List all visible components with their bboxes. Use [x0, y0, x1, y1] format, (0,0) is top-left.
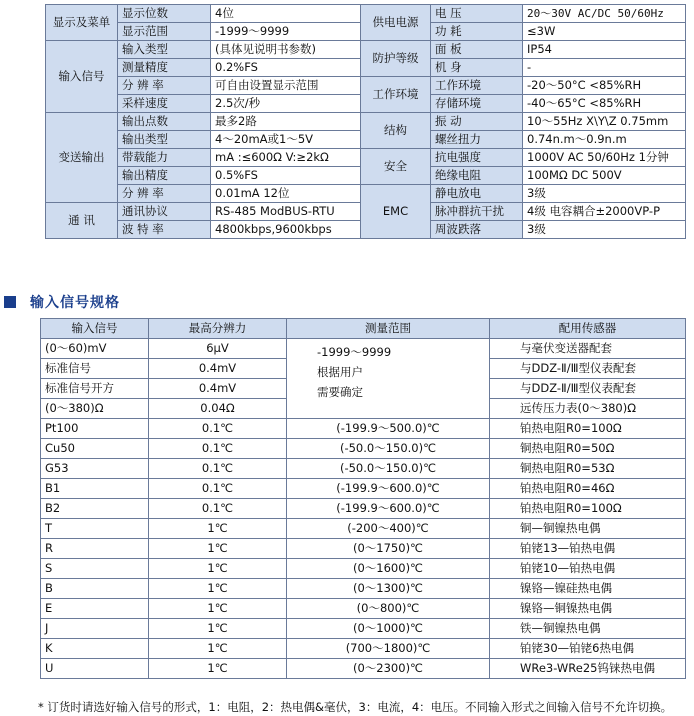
resolution-cell: 0.1℃: [149, 499, 287, 519]
spec-value: mA :≤600Ω V:≥2kΩ: [211, 149, 361, 167]
resolution-cell: 0.4mV: [149, 379, 287, 399]
resolution-cell: 1℃: [149, 639, 287, 659]
resolution-cell: 0.1℃: [149, 459, 287, 479]
sensor-cell: 铂热电阻R0=100Ω: [490, 499, 686, 519]
range-text: 需要确定: [317, 385, 363, 399]
spec-value: 4级 电容耦合±2000VP-P: [523, 203, 686, 221]
range-text: 根据用户: [317, 365, 363, 379]
spec-value: 4800kbps,9600kbps: [211, 221, 361, 239]
spec-value: 3级: [523, 185, 686, 203]
resolution-cell: 1℃: [149, 539, 287, 559]
section-title: 输入信号规格: [30, 295, 120, 311]
spec-label: 电 压: [431, 5, 523, 23]
category-protection: 防护等级: [361, 41, 431, 77]
table-row: [41, 619, 686, 639]
spec-label: 静电放电: [431, 185, 523, 203]
resolution-cell: 1℃: [149, 579, 287, 599]
sensor-cell: 与DDZ-Ⅱ/Ⅲ型仪表配套: [490, 379, 686, 399]
spec-label: 振 动: [431, 113, 523, 131]
sensor-cell: WRe3-WRe25钨铼热电偶: [490, 659, 686, 679]
spec-value: 0.01mA 12位: [211, 185, 361, 203]
spec-label: 机 身: [431, 59, 523, 77]
spec-label: 螺丝扭力: [431, 131, 523, 149]
resolution-cell: 0.04Ω: [149, 399, 287, 419]
table-row: [41, 339, 686, 359]
spec-label: 带载能力: [118, 149, 211, 167]
signal-cell: 标准信号开方: [41, 379, 149, 399]
column-header: 配用传感器: [490, 319, 686, 339]
spec-label: 分 辨 率: [118, 77, 211, 95]
sensor-cell: 铁—铜镍热电偶: [490, 619, 686, 639]
spec-value: 0.5%FS: [211, 167, 361, 185]
spec-label: 显示位数: [118, 5, 211, 23]
spec-value: 0.2%FS: [211, 59, 361, 77]
resolution-cell: 1℃: [149, 599, 287, 619]
spec-value: 10～55Hz X\Y\Z 0.75mm: [523, 113, 686, 131]
signal-cell: T: [41, 519, 149, 539]
range-merged-cell: [287, 339, 490, 419]
sensor-cell: 铂铑10—铂热电偶: [490, 559, 686, 579]
sensor-cell: 与DDZ-Ⅱ/Ⅲ型仪表配套: [490, 359, 686, 379]
resolution-cell: 0.1℃: [149, 439, 287, 459]
range-cell: (700～1800)℃: [287, 639, 490, 659]
spec-label: 波 特 率: [118, 221, 211, 239]
signal-cell: (0～380)Ω: [41, 399, 149, 419]
range-cell: (-200～400)℃: [287, 519, 490, 539]
spec-value: IP54: [523, 41, 686, 59]
resolution-cell: 1℃: [149, 519, 287, 539]
resolution-cell: 1℃: [149, 559, 287, 579]
spec-label: 脉冲群抗干扰: [431, 203, 523, 221]
spec-value: -40～65°C <85%RH: [523, 95, 686, 113]
spec-value: 最多2路: [211, 113, 361, 131]
spec-value: (具体见说明书参数): [211, 41, 361, 59]
category-input: 输入信号: [46, 41, 118, 113]
signal-cell: (0～60)mV: [41, 339, 149, 359]
spec-label: 功 耗: [431, 23, 523, 41]
spec-label: 通讯协议: [118, 203, 211, 221]
spec-label: 绝缘电阻: [431, 167, 523, 185]
signal-cell: G53: [41, 459, 149, 479]
range-cell: (0～1300)℃: [287, 579, 490, 599]
table-row: [41, 499, 686, 519]
signal-cell: Pt100: [41, 419, 149, 439]
column-header: 测量范围: [287, 319, 490, 339]
spec-label: 面 板: [431, 41, 523, 59]
spec-value: -20～50°C <85%RH: [523, 77, 686, 95]
spec-label: 输出类型: [118, 131, 211, 149]
sensor-cell: 铂铑13—铂热电偶: [490, 539, 686, 559]
category-display: 显示及菜单: [46, 5, 118, 41]
spec-label: 抗电强度: [431, 149, 523, 167]
sensor-cell: 与毫伏变送器配套: [490, 339, 686, 359]
resolution-cell: 1℃: [149, 659, 287, 679]
spec-value: 2.5次/秒: [211, 95, 361, 113]
spec-value: 0.74n.m～0.9n.m: [523, 131, 686, 149]
section-heading: [4, 291, 120, 313]
category-comm: 通 讯: [46, 203, 118, 239]
sensor-cell: 铜—铜镍热电偶: [490, 519, 686, 539]
table-row: [41, 659, 686, 679]
spec-value: -1999～9999: [211, 23, 361, 41]
category-environment: 工作环境: [361, 77, 431, 113]
signal-cell: B2: [41, 499, 149, 519]
signal-cell: U: [41, 659, 149, 679]
spec-label: 存储环境: [431, 95, 523, 113]
category-output: 变送输出: [46, 113, 118, 203]
spec-value: 20～30V AC/DC 50/60Hz: [523, 5, 686, 23]
resolution-cell: 0.4mV: [149, 359, 287, 379]
range-cell: (0～1750)℃: [287, 539, 490, 559]
signal-cell: J: [41, 619, 149, 639]
category-emc: EMC: [361, 185, 431, 239]
spec-label: 输出精度: [118, 167, 211, 185]
range-cell: (-199.9～600.0)℃: [287, 479, 490, 499]
spec-value: 4位: [211, 5, 361, 23]
table-row: [41, 419, 686, 439]
spec-value: 3级: [523, 221, 686, 239]
signal-cell: B1: [41, 479, 149, 499]
spec-value: RS-485 ModBUS-RTU: [211, 203, 361, 221]
spec-label: 显示范围: [118, 23, 211, 41]
spec-label: 分 辨 率: [118, 185, 211, 203]
spec-label: 输出点数: [118, 113, 211, 131]
signal-cell: B: [41, 579, 149, 599]
table-row: [41, 459, 686, 479]
input-signal-table: [40, 318, 686, 679]
resolution-cell: 6μV: [149, 339, 287, 359]
sensor-cell: 铂铑30—铂铑6热电偶: [490, 639, 686, 659]
table-row: [41, 479, 686, 499]
sensor-cell: 远传压力表(0～380)Ω: [490, 399, 686, 419]
range-cell: (-50.0～150.0)℃: [287, 459, 490, 479]
table-row: [41, 579, 686, 599]
sensor-cell: 铂热电阻R0=100Ω: [490, 419, 686, 439]
column-header: 最高分辨力: [149, 319, 287, 339]
sensor-cell: 镍铬—镍硅热电偶: [490, 579, 686, 599]
sensor-cell: 铜热电阻R0=50Ω: [490, 439, 686, 459]
signal-cell: 标准信号: [41, 359, 149, 379]
signal-cell: S: [41, 559, 149, 579]
sensor-cell: 铜热电阻R0=53Ω: [490, 459, 686, 479]
range-cell: (-199.9～500.0)℃: [287, 419, 490, 439]
signal-cell: R: [41, 539, 149, 559]
range-cell: (0～2300)℃: [287, 659, 490, 679]
table-row: [41, 439, 686, 459]
range-cell: (0～1000)℃: [287, 619, 490, 639]
resolution-cell: 0.1℃: [149, 479, 287, 499]
spec-table: [45, 4, 686, 239]
spec-label: 周波跌落: [431, 221, 523, 239]
signal-cell: Cu50: [41, 439, 149, 459]
category-structure: 结构: [361, 113, 431, 149]
spec-label: 测量精度: [118, 59, 211, 77]
spec-value: 可自由设置显示范围: [211, 77, 361, 95]
table-row: [41, 559, 686, 579]
range-cell: (-199.9～600.0)℃: [287, 499, 490, 519]
range-cell: (0～1600)℃: [287, 559, 490, 579]
spec-value: 1000V AC 50/60Hz 1分钟: [523, 149, 686, 167]
column-header: 输入信号: [41, 319, 149, 339]
category-safety: 安全: [361, 149, 431, 185]
spec-label: 工作环境: [431, 77, 523, 95]
spec-value: ≤3W: [523, 23, 686, 41]
table-row: [41, 599, 686, 619]
signal-cell: K: [41, 639, 149, 659]
sensor-cell: 铂热电阻R0=46Ω: [490, 479, 686, 499]
range-cell: (0～800)℃: [287, 599, 490, 619]
spec-label: 输入类型: [118, 41, 211, 59]
square-bullet-icon: [4, 296, 16, 308]
range-cell: (-50.0～150.0)℃: [287, 439, 490, 459]
table-row: [41, 519, 686, 539]
signal-cell: E: [41, 599, 149, 619]
spec-value: 100MΩ DC 500V: [523, 167, 686, 185]
table-row: [41, 539, 686, 559]
table-row: [41, 639, 686, 659]
category-power: 供电电源: [361, 5, 431, 41]
footnote: * 订货时请选好输入信号的形式，1：电阻，2：热电偶&毫伏，3：电流，4：电压。不同输入形式之间输入信号不允许切换。: [38, 700, 673, 714]
spec-label: 采样速度: [118, 95, 211, 113]
range-text: -1999～9999: [317, 345, 392, 359]
resolution-cell: 1℃: [149, 619, 287, 639]
spec-value: 4～20mA或1～5V: [211, 131, 361, 149]
sensor-cell: 镍铬—铜镍热电偶: [490, 599, 686, 619]
resolution-cell: 0.1℃: [149, 419, 287, 439]
spec-value: -: [523, 59, 686, 77]
